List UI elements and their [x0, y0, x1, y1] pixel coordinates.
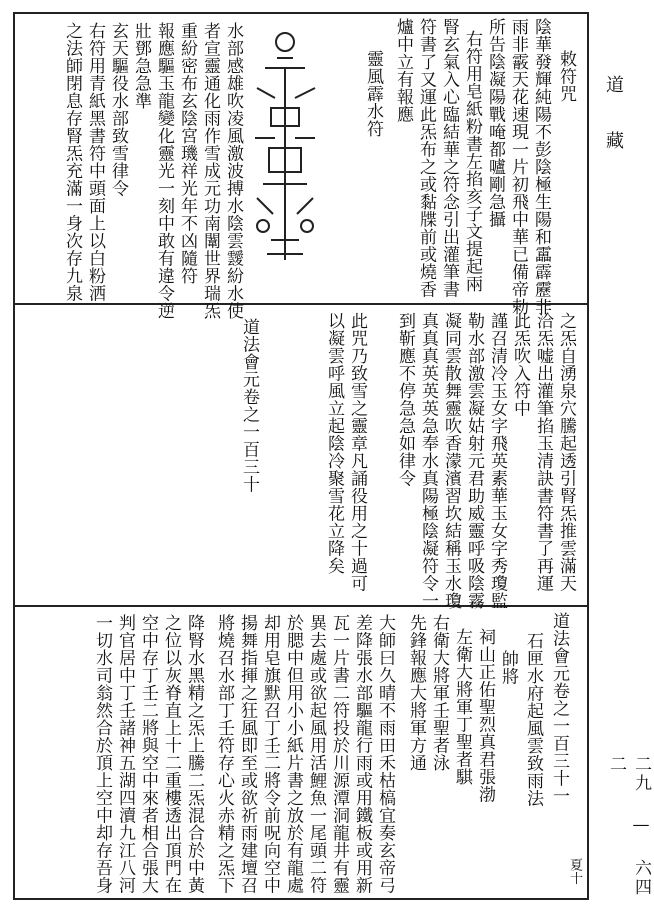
- deity-name: 右衛大將軍壬聖者泳: [429, 614, 449, 772]
- section-heading: 石匣水府起風雲致雨法: [523, 632, 543, 807]
- text-column: 壯鄧急急準: [131, 22, 151, 110]
- fu-talisman-seal-icon: [245, 28, 325, 268]
- text-column: 却用皂旗默召丁壬二將令前呪向空中: [260, 614, 280, 894]
- text-column: 謹召清冷玉女字飛英素華玉女字秀瓊監: [487, 312, 507, 610]
- text-column: 真真真英英英急奉水真陽極陰凝符令一: [418, 312, 438, 610]
- talisman-drawing: [245, 28, 325, 268]
- text-column: 之位以灰脊直上十二重樓透出頂門在: [161, 614, 181, 894]
- text-column: 此咒乃致雪之靈章凡誦役用之十過可: [347, 312, 367, 592]
- text-column: 者宣靈通化雨作雪成元功南闈世界瑞炁: [200, 22, 220, 320]
- text-column: 一切水司翁然合於頂上空中却存吾身: [92, 614, 112, 894]
- text-column: 揚舞指揮之狂風即至或欲祈雨建壇召: [237, 614, 257, 894]
- deity-name: 左衛大將軍丁聖者騏: [452, 628, 472, 786]
- text-column: 所告陰凝陽戰唵都嚧剛急攝: [485, 18, 505, 228]
- margin-title: 道 藏: [603, 75, 624, 159]
- page-mark: 夏十: [567, 858, 582, 885]
- text-column: 將燒召水部丁壬符存心火赤精之炁下: [214, 614, 234, 894]
- text-column: 報應驅玉龍變化靈光一刻中敢有違令逆: [154, 22, 174, 320]
- text-column: 判官居中丁壬諸神五湖四瀆九江八河: [115, 614, 135, 894]
- deity-name: 祠山正佑聖烈真君張渤: [475, 628, 495, 803]
- text-column: 符書了又運此炁布之或黏牒前或燒香: [416, 18, 436, 298]
- volume-end-title: 道法會元卷之一百三十: [239, 318, 259, 493]
- text-column: 大師曰久晴不雨田禾枯槁宜奏玄帝弓: [375, 614, 395, 894]
- volume-title: 道法會元卷之一百三十一: [549, 612, 569, 805]
- text-column: 爐中立有報應: [393, 18, 413, 123]
- text-column: 水部感雄吹凌風激波搏水陰雲靉紛水使: [223, 22, 243, 320]
- text-column: 勒水部激雲凝姑射元君助威靈呼吸陰霧: [464, 312, 484, 610]
- talisman-title: 靈風霹水符: [363, 50, 383, 138]
- deity-name: 先鋒報應大將軍方通: [406, 614, 426, 772]
- text-column: 雨非霰天花速現一片初飛中華已備帝勅: [508, 18, 528, 316]
- text-column: 之法師閉息存腎炁充滿一身次存九泉: [62, 22, 82, 302]
- text-column: 腎玄氣入心臨結華之符念引出灌筆書: [439, 18, 459, 298]
- text-column: 右符用青紙黑書符中頭面上以白粉洒: [85, 22, 105, 302]
- subheading: 帥將: [498, 650, 518, 685]
- text-column: 異去處或欲起風用活鯉魚一尾頭二符: [306, 614, 326, 894]
- text-column: 到靳應不停急急如律令: [395, 312, 415, 487]
- text-column: 以凝雲呼風立起陰冷聚雪花立降矣: [324, 312, 344, 575]
- margin-page-number: 二九 — 六四二: [606, 755, 651, 897]
- text-column: 此炁吹入符中: [510, 312, 530, 417]
- text-column: 右符用皂紙粉書左掐亥子文提起兩: [462, 30, 482, 293]
- text-column: 凝同雲散舞靈吹香濛濱習坎結稱玉水瓊: [441, 312, 461, 610]
- text-column: 重紛密布玄陰宮璣祥光年不凶隨符: [177, 22, 197, 285]
- text-column: 陰華發輝純陽不彭陰極生陽和靁霹靂非: [531, 18, 551, 316]
- text-column: 洽炁嘘出灌筆掐玉清訣書符書了再運: [533, 312, 553, 592]
- text-column: 降腎水黑精之炁上騰二炁混合於中黃: [184, 614, 204, 894]
- text-column: 差降張水部驅龍行雨或用鐵板或用新: [352, 614, 372, 894]
- text-column: 之炁自湧泉穴騰起透引腎炁推雲滿天: [556, 312, 576, 592]
- text-column: 於腮中但用小小紙片書之放於有龍處: [283, 614, 303, 894]
- text-column: 空中存丁壬二將與空中來者相合張大: [138, 614, 158, 894]
- text-column: 敕符咒: [556, 50, 576, 103]
- text-column: 玄天驅役水部致雪律令: [108, 22, 128, 197]
- section-divider-top: [13, 303, 589, 305]
- text-column: 瓦一片書二符投於川源潭洞龍井有靈: [329, 614, 349, 894]
